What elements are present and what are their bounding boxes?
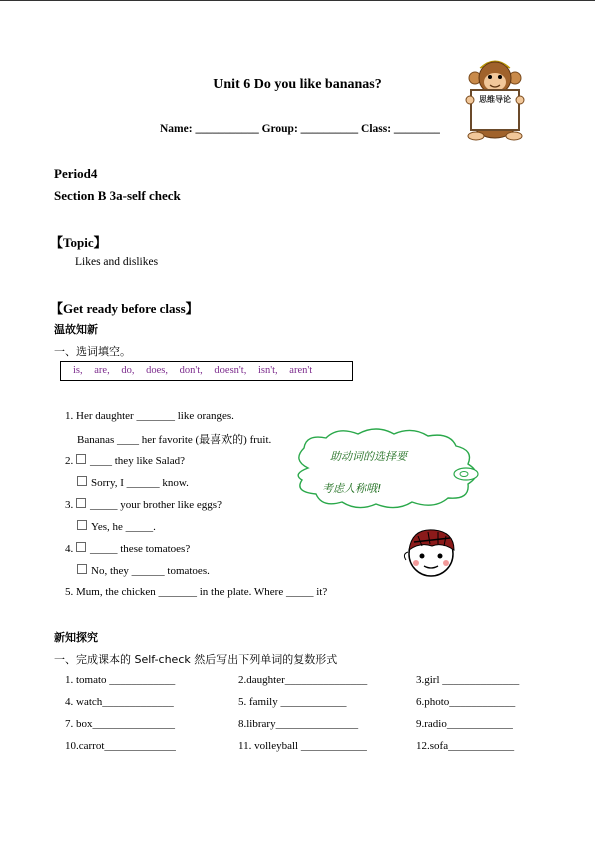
ready-heading: 【Get ready before class】 [50, 301, 199, 316]
vocab-item: 6.photo____________ [416, 696, 516, 708]
topic-heading: 【Topic】 [50, 235, 107, 250]
question-3a: 3. _____ your brother like eggs? [65, 499, 222, 511]
review-subheading: 温故知新 [54, 323, 98, 336]
vocab-item: 5. family ____________ [238, 696, 347, 708]
hint-line-2: 考虑人称哦! [322, 482, 382, 495]
cartoon-boy-icon [400, 520, 462, 582]
page-title: Unit 6 Do you like bananas? [213, 77, 382, 92]
word-bank-item: do, [121, 365, 135, 376]
question-1b: Bananas ____ her favorite (最喜欢的) fruit. [77, 434, 272, 446]
plural-instruction: 一、完成课本的 Self-check 然后写出下列单词的复数形式 [54, 653, 338, 666]
question-4a: 4. _____ these tomatoes? [65, 543, 191, 555]
vocab-item: 8.library_______________ [238, 718, 359, 730]
fill-in-instruction: 一、选词填空。 [54, 345, 131, 358]
blank-box-icon [77, 564, 87, 574]
question-2a: 2. ____ they like Salad? [65, 455, 186, 467]
vocab-item: 9.radio____________ [416, 718, 513, 730]
blank-box-icon [76, 454, 86, 464]
word-bank-item: aren't [289, 365, 313, 376]
word-bank-item: is, [73, 365, 83, 376]
section-label: Section B 3a-self check [54, 188, 181, 203]
vocab-item: 7. box_______________ [65, 718, 175, 730]
question-2b: Sorry, I ______ know. [77, 476, 189, 489]
question-5: 5. Mum, the chicken _______ in the plate. Where _____ it? [65, 586, 328, 598]
explore-subheading: 新知探究 [54, 631, 98, 644]
blank-box-icon [76, 498, 86, 508]
vocab-item: 2.daughter_______________ [238, 674, 368, 686]
vocab-item: 4. watch_____________ [65, 696, 174, 708]
word-bank-item: isn't, [257, 365, 278, 376]
topic-text: Likes and dislikes [75, 256, 159, 268]
word-bank-box [60, 361, 353, 381]
word-bank-item: does, [146, 365, 168, 376]
vocab-item: 3.girl ______________ [416, 674, 520, 686]
word-bank-item: doesn't, [214, 365, 247, 376]
blank-box-icon [77, 476, 87, 486]
hint-line-1: 助动词的选择要 [330, 450, 407, 463]
question-1a: 1. Her daughter _______ like oranges. [65, 410, 234, 422]
question-4b: No, they ______ tomatoes. [77, 564, 210, 577]
period-label: Period4 [54, 166, 98, 181]
hint-cloud-icon [288, 428, 488, 510]
blank-box-icon [77, 520, 87, 530]
word-bank-item: are, [94, 365, 110, 376]
blank-box-icon [76, 542, 86, 552]
vocab-item: 10.carrot_____________ [65, 740, 176, 752]
question-3b: Yes, he _____. [77, 520, 156, 533]
word-bank-item: don't, [179, 365, 203, 376]
vocab-item: 1. tomato ____________ [65, 674, 176, 686]
name-group-class-line: Name: ___________ Group: __________ Class: ________ [160, 123, 440, 135]
vocab-item: 11. volleyball ____________ [238, 740, 367, 752]
vocab-item: 12.sofa____________ [416, 740, 515, 752]
top-border [0, 0, 595, 1]
monkey-sign-text: 思维导论 [479, 95, 511, 104]
